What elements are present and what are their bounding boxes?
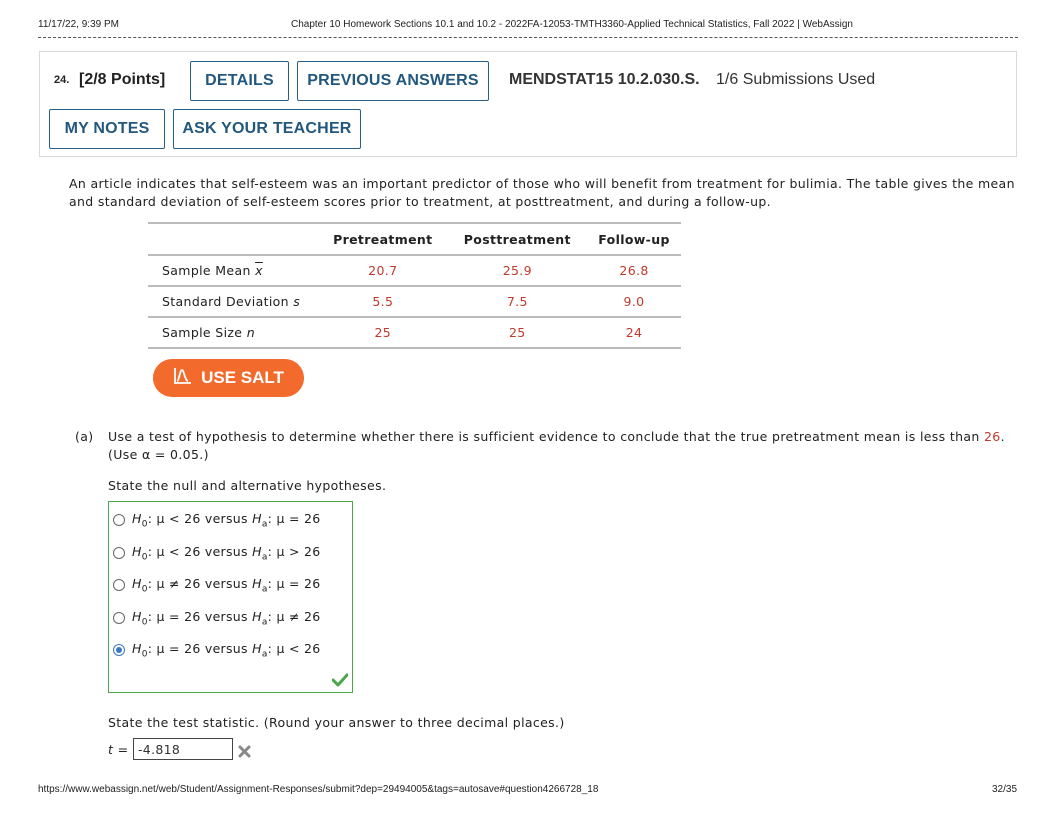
hypothesis-option-3[interactable]: $H_0$: μ ≠ 26 versus $H_a$: μ = 26: [113, 576, 321, 595]
submissions-used: 1/6 Submissions Used: [716, 71, 876, 88]
question-number: 24.: [54, 74, 70, 86]
table-cell: 25: [318, 317, 448, 348]
correct-check-icon: [332, 672, 348, 691]
hypothesis-option-2[interactable]: $H_0$: μ < 26 versus $H_a$: μ > 26: [113, 544, 321, 563]
table-header-cell: Follow-up: [587, 223, 681, 255]
t-statistic-input[interactable]: [133, 738, 233, 760]
question-points: [2/8 Points]: [79, 71, 166, 88]
hypotheses-options: [108, 501, 353, 693]
intro-line-1: An article indicates that self-esteem was an important predictor of those who will benefit from treatment for bulimia. The table gives the mean: [69, 176, 1015, 191]
table-header-cell: [148, 223, 318, 255]
page-number: 32/35: [992, 784, 1018, 795]
print-title: Chapter 10 Homework Sections 10.1 and 10.2 - 2022FA-12053-TMTH3360-Applied Technical Statistics, Fall 2022 | WebAssign: [291, 19, 853, 30]
hypothesis-option-1[interactable]: $H_0$: μ < 26 versus $H_a$: μ = 26: [113, 511, 321, 530]
statistics-table: [148, 222, 681, 349]
part-a-question: Use a test of hypothesis to determine whether there is sufficient evidence to conclude that the true pretreatment mean is less than 26.: [108, 429, 1005, 444]
radio-button[interactable]: [113, 579, 125, 591]
incorrect-x-icon: [238, 743, 251, 762]
print-datetime: 11/17/22, 9:39 PM: [38, 19, 119, 30]
hypothesis-option-5[interactable]: $H_0$: μ = 26 versus $H_a$: μ < 26: [113, 641, 321, 660]
table-cell: 7.5: [448, 286, 587, 317]
details-button[interactable]: DETAILS: [190, 61, 289, 101]
hypothesis-option-4[interactable]: $H_0$: μ = 26 versus $H_a$: μ ≠ 26: [113, 609, 321, 628]
table-cell: 5.5: [318, 286, 448, 317]
radio-button[interactable]: [113, 547, 125, 559]
table-cell: 24: [587, 317, 681, 348]
table-cell: 25: [448, 317, 587, 348]
my-notes-button[interactable]: MY NOTES: [49, 109, 165, 149]
radio-button[interactable]: [113, 514, 125, 526]
ask-your-teacher-button[interactable]: ASK YOUR TEACHER: [173, 109, 361, 149]
table-cell: 9.0: [587, 286, 681, 317]
question-code: MENDSTAT15 10.2.030.S.: [509, 71, 700, 88]
previous-answers-button[interactable]: PREVIOUS ANSWERS: [297, 61, 489, 101]
salt-label: USE SALT: [201, 368, 284, 387]
t-label: t =: [108, 742, 129, 757]
table-header-cell: Pretreatment: [318, 223, 448, 255]
row-label-size: Sample Size n: [148, 317, 318, 348]
intro-line-2: and standard deviation of self-esteem scores prior to treatment, at posttreatment, and during a follow-up.: [69, 194, 772, 209]
salt-chart-icon: [173, 367, 193, 390]
table-row: [148, 255, 681, 286]
part-a-label: (a): [75, 429, 94, 444]
table-row: [148, 317, 681, 348]
use-salt-button[interactable]: [153, 359, 304, 397]
row-label-sd: Standard Deviation s: [148, 286, 318, 317]
alpha-note: (Use α = 0.05.): [108, 447, 209, 462]
header-divider: [38, 37, 1018, 38]
hypotheses-prompt: State the null and alternative hypotheses.: [108, 478, 387, 493]
table-cell: 25.9: [448, 255, 587, 286]
table-header-cell: Posttreatment: [448, 223, 587, 255]
table-cell: 26.8: [587, 255, 681, 286]
test-statistic-prompt: State the test statistic. (Round your answer to three decimal places.): [108, 715, 565, 730]
table-cell: 20.7: [318, 255, 448, 286]
table-header-row: [148, 223, 681, 255]
radio-button[interactable]: [113, 612, 125, 624]
table-row: [148, 286, 681, 317]
row-label-mean: Sample Mean $\overline{x}$: [148, 255, 318, 286]
radio-button-selected[interactable]: [113, 644, 125, 656]
print-url: https://www.webassign.net/web/Student/Assignment-Responses/submit?dep=29494005&tags=autosave#question4266728_18: [38, 784, 599, 795]
